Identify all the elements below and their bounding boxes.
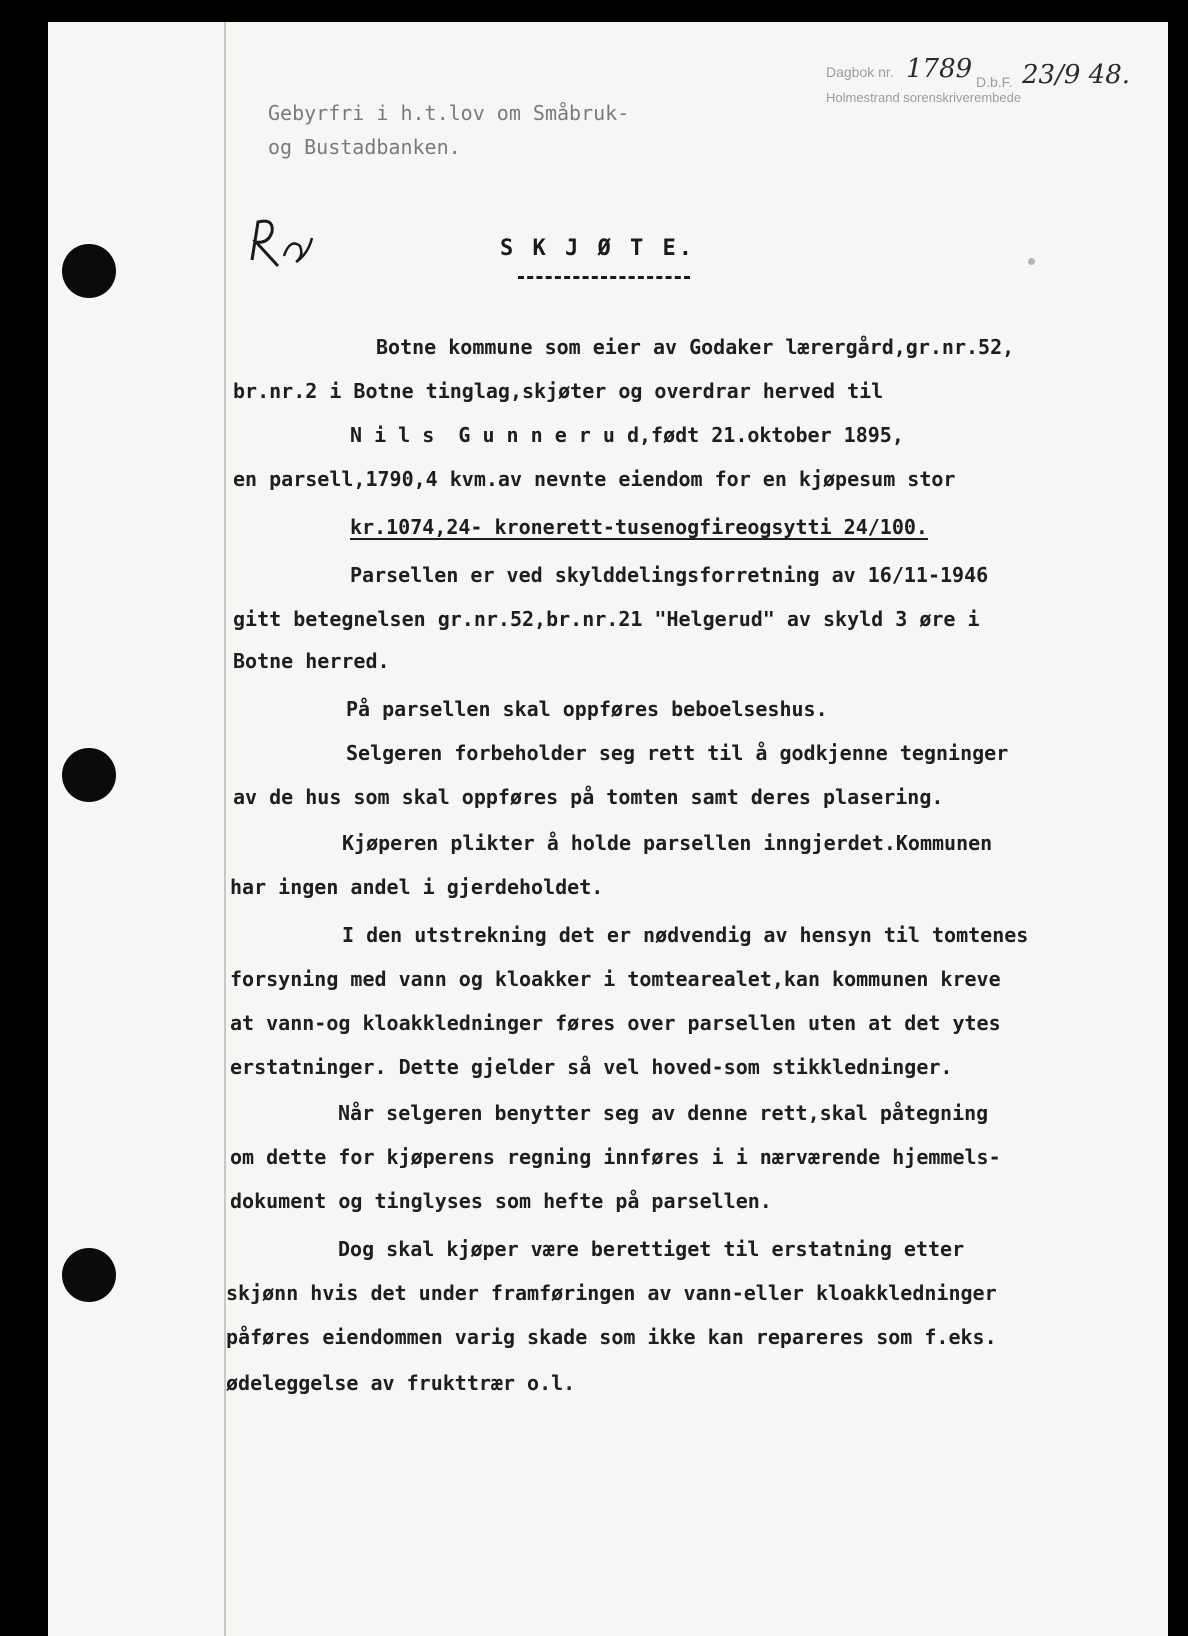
fee-note-line-2: og Bustadbanken. [268,135,461,159]
registry-stamp [826,54,1146,128]
document-page [48,22,1168,1636]
body-line: at vann-og kloakkledninger føres over parsellen uten at det ytes [230,1011,1001,1035]
stamp-date: 23/9 48. [1022,60,1130,90]
fee-note-line-1: Gebyrfri i h.t.lov om Småbruk- [268,101,630,125]
stamp-dbf-label: D.b.F. [976,74,1013,90]
stamp-dagbok-label: Dagbok nr. [826,64,894,80]
body-line: ødeleggelse av frukttrær o.l. [226,1371,576,1395]
stamp-office: Holmestrand sorenskriverembede [826,90,1022,105]
page-mark [1028,258,1035,265]
body-line: Kjøperen plikter å holde parsellen inngjerdet.Kommunen [342,831,993,855]
body-line: om dette for kjøperens regning innføres i i nærværende hjemmels- [230,1145,1001,1169]
body-line: Botne kommune som eier av Godaker lærergård,gr.nr.52, [376,335,1015,359]
body-line: Parsellen er ved skylddelingsforretning av 16/11-1946 [350,563,989,587]
body-line: skjønn hvis det under framføringen av vann-eller kloakkledninger [226,1281,997,1305]
body-line: forsyning med vann og kloakker i tomtearealet,kan kommunen kreve [230,967,1001,991]
title-underline [518,276,690,279]
body-line: Selgeren forbeholder seg rett til å godkjenne tegninger [346,741,1009,765]
purchase-price-line: kr.1074,24- kronerett-tusenogfireogsytti 24/100. [350,515,928,539]
body-line: har ingen andel i gjerdeholdet. [230,875,604,899]
body-line: påføres eiendommen varig skade som ikke kan repareres som f.eks. [226,1325,997,1349]
fee-exemption-note [268,96,629,164]
stamp-dagbok-number: 1789 [906,54,973,84]
body-line: I den utstrekning det er nødvendig av hensyn til tomtenes [342,923,1029,947]
body-line: av de hus som skal oppføres på tomten samt deres plasering. [233,785,944,809]
punch-hole-middle [62,748,116,802]
body-line: På parsellen skal oppføres beboelseshus. [346,697,828,721]
handwritten-initials [244,216,314,276]
punch-hole-bottom [62,1248,116,1302]
body-line: dokument og tinglyses som hefte på parsellen. [230,1189,772,1213]
body-line: erstatninger. Dette gjelder så vel hoved-som stikkledninger. [230,1055,953,1079]
document-title: S K J Ø T E. [500,236,695,261]
body-line: gitt betegnelsen gr.nr.52,br.nr.21 "Helgerud" av skyld 3 øre i [233,607,980,631]
body-line: Botne herred. [233,649,390,673]
body-line: Når selgeren benytter seg av denne rett,skal påtegning [338,1101,989,1125]
punch-hole-top [62,244,116,298]
body-line: en parsell,1790,4 kvm.av nevnte eiendom for en kjøpesum stor [233,467,956,491]
body-line: br.nr.2 i Botne tinglag,skjøter og overdrar herved til [233,379,884,403]
body-line: N i l s G u n n e r u d,født 21.oktober 1895, [350,423,904,447]
body-line: Dog skal kjøper være berettiget til erstatning etter [338,1237,965,1261]
